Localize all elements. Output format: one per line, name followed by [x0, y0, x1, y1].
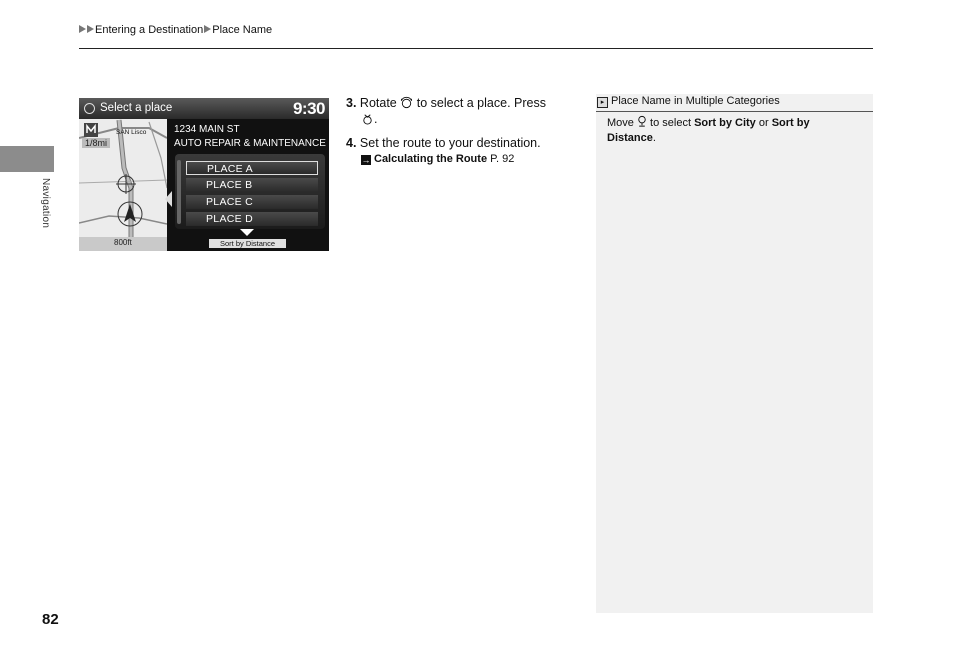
navigation-screen-image — [79, 98, 329, 251]
map-roads — [79, 98, 167, 251]
header-rule — [79, 48, 873, 49]
xref-page[interactable]: P. 92 — [490, 153, 515, 165]
step-3-cont — [361, 112, 377, 126]
step-text: Rotate — [359, 96, 397, 110]
triangle-icon — [79, 25, 86, 33]
enter-button-icon — [361, 112, 374, 125]
place-item: PLACE B — [186, 178, 318, 192]
note-text: to select — [650, 117, 691, 129]
place-item: PLACE D — [186, 212, 318, 226]
step-text: . — [374, 112, 378, 126]
note-icon: ▸ — [597, 97, 608, 108]
note-panel — [596, 94, 873, 613]
street-label: SAN Lisco — [116, 129, 147, 136]
triangle-icon — [87, 25, 94, 33]
xref-label[interactable]: Calculating the Route — [374, 153, 488, 165]
note-text: or — [758, 117, 769, 129]
elevation-label: 800ft — [114, 238, 132, 247]
cross-reference-link[interactable] — [361, 153, 514, 165]
note-text: Move — [607, 117, 634, 129]
breadcrumb — [79, 24, 272, 36]
arrow-reference-icon: → — [361, 155, 371, 165]
search-icon — [84, 103, 95, 114]
joystick-icon — [637, 115, 647, 128]
sort-button: Sort by Distance — [209, 239, 286, 248]
step-number: 3. — [346, 96, 357, 110]
back-arrow-icon — [165, 191, 172, 207]
triangle-icon — [204, 25, 211, 33]
section-label: Navigation — [40, 178, 51, 229]
breadcrumb-item[interactable]: Place Name — [212, 24, 273, 36]
section-tab — [0, 146, 54, 172]
step-text: to select a place. Press — [416, 96, 546, 110]
clock: 9:30 — [292, 99, 325, 118]
step-text: Set the route to your destination. — [359, 136, 541, 150]
breadcrumb-item[interactable]: Entering a Destination — [95, 24, 204, 36]
scrollbar — [177, 160, 181, 224]
note-text: . — [652, 132, 656, 144]
chevron-down-icon — [240, 229, 254, 236]
selected-address — [174, 123, 326, 151]
page-number: 82 — [42, 611, 59, 628]
note-heading — [596, 94, 873, 112]
place-item: PLACE A — [186, 161, 318, 175]
map-scale: 1/8mi — [82, 138, 110, 148]
address-category: AUTO REPAIR & MAINTENANCE — [174, 138, 326, 149]
map-view — [79, 98, 167, 251]
note-body — [607, 115, 857, 146]
place-item: PLACE C — [186, 195, 318, 209]
sort-by-city-option: Sort by City — [694, 117, 756, 129]
note-title: Place Name in Multiple Categories — [611, 95, 780, 107]
step-4 — [346, 136, 541, 150]
interface-dial-icon — [400, 96, 413, 109]
address-line: 1234 MAIN ST — [174, 124, 240, 135]
step-number: 4. — [346, 136, 357, 150]
screen-title: Select a place — [100, 102, 173, 114]
sort-by-distance-option: Sort by Distance — [607, 117, 810, 144]
step-3 — [346, 96, 546, 110]
